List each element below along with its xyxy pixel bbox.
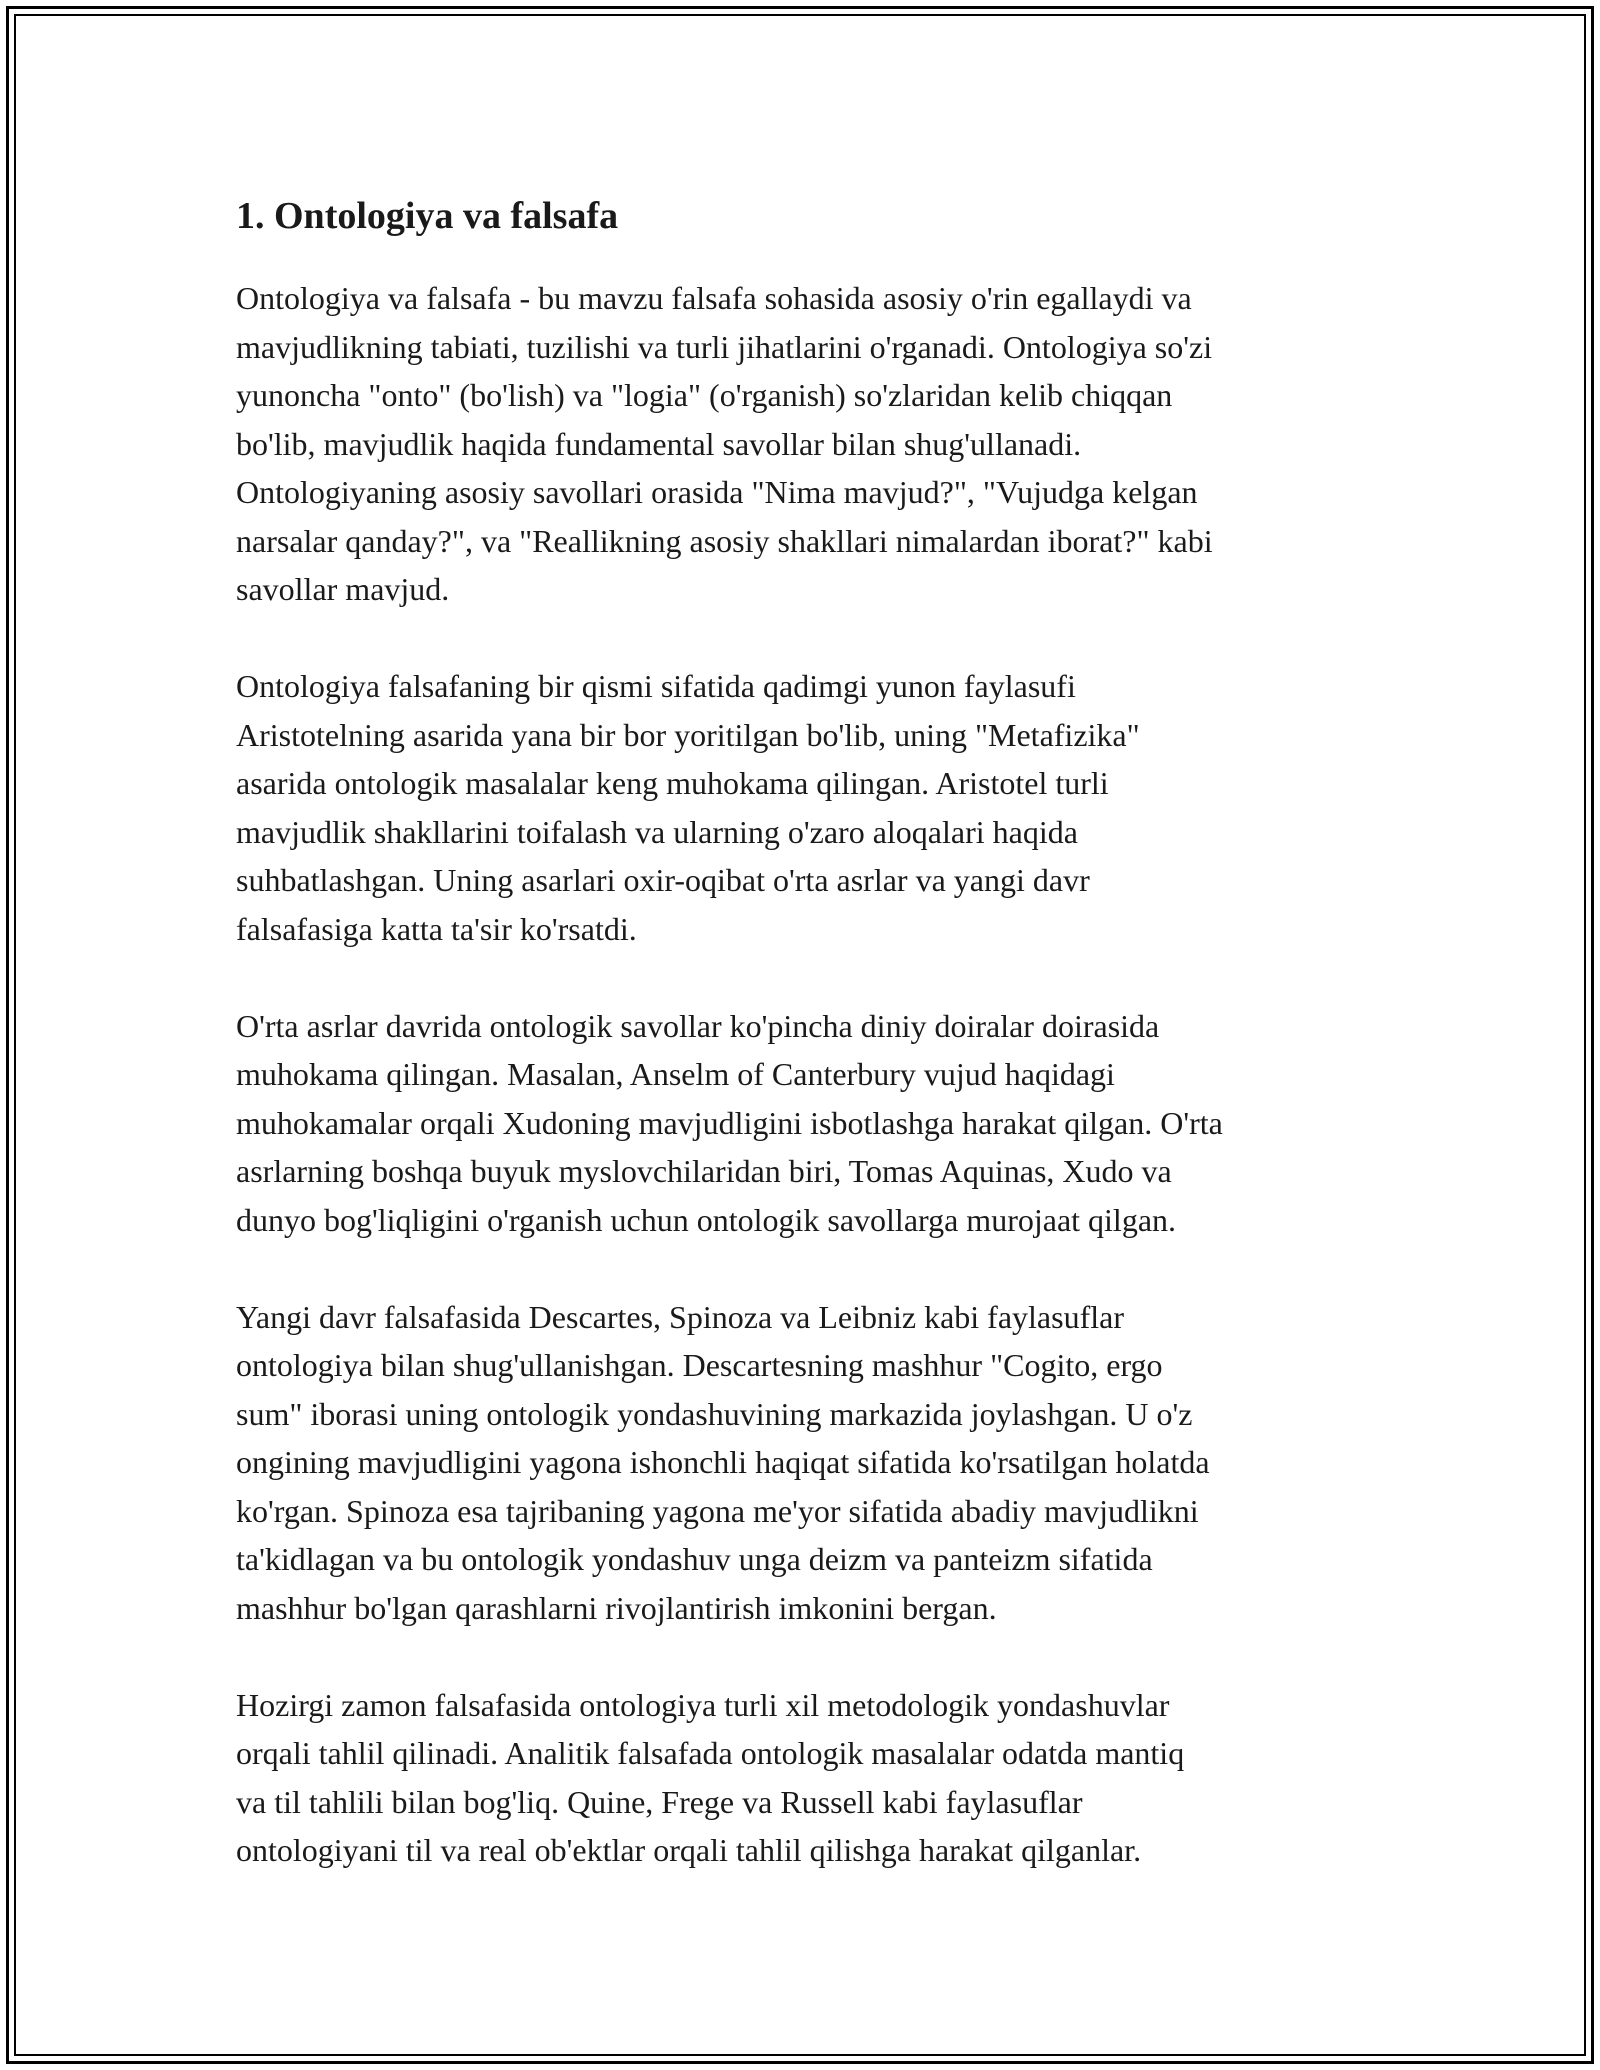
text-line: ta'kidlagan va bu ontologik yondashuv unga deizm va panteizm sifatida <box>236 1541 1153 1577</box>
text-line: mavjudlikning tabiati, tuzilishi va turli jihatlarini o'rganadi. Ontologiya so'zi <box>236 328 1213 365</box>
paragraph-5 <box>236 1681 1376 1875</box>
text-line: yunoncha "onto" (bo'lish) va "logia" (o'rganish) so'zlaridan kelib chiqqan <box>236 377 1173 413</box>
text-line: falsafasiga katta ta'sir ko'rsatdi. <box>236 910 637 947</box>
text-line: Ontologiya va falsafa - bu mavzu falsafa sohasida asosiy o'rin egallaydi va <box>236 280 1192 316</box>
document-body <box>236 182 1376 1875</box>
text-line: orqali tahlil qilinadi. Analitik falsafada ontologik masalalar odatda mantiq <box>236 1735 1185 1771</box>
text-line: sum" iborasi uning ontologik yondashuvining markazida joylashgan. U o'z <box>236 1395 1193 1432</box>
text-line: O'rta asrlar davrida ontologik savollar ko'pincha diniy doiralar doirasida <box>236 1007 1160 1044</box>
text-line: dunyo bog'liqligini o'rganish uchun ontologik savollarga murojaat qilgan. <box>236 1201 1177 1238</box>
text-line: Ontologiyaning asosiy savollari orasida "Nima mavjud?", "Vujudga kelgan <box>236 474 1198 510</box>
paragraph-4 <box>236 1293 1376 1633</box>
text-line: asarida ontologik masalalar keng muhokama qilingan. Aristotel turli <box>236 765 1109 801</box>
text-line: narsalar qanday?", va "Reallikning asosiy shakllari nimalardan iborat?" kabi <box>236 522 1213 559</box>
text-line: Ontologiya falsafaning bir qismi sifatida qadimgi yunon faylasufi <box>236 668 1076 704</box>
text-line: ongining mavjudligini yagona ishonchli haqiqat sifatida ko'rsatilgan holatda <box>236 1444 1210 1480</box>
text-line: muhokama qilingan. Masalan, Anselm of Canterbury vujud haqidagi <box>236 1056 1115 1092</box>
section-heading: 1. Ontologiya va falsafa <box>236 195 619 237</box>
text-line: mavjudlik shakllarini toifalash va ularning o'zaro aloqalari haqida <box>236 813 1078 850</box>
text-line: Aristotelning asarida yana bir bor yoritilgan bo'lib, uning "Metafizika" <box>236 716 1140 753</box>
paragraph-3 <box>236 1002 1376 1245</box>
text-line: bo'lib, mavjudlik haqida fundamental savollar bilan shug'ullanadi. <box>236 425 1082 462</box>
text-line: Hozirgi zamon falsafasida ontologiya turli xil metodologik yondashuvlar <box>236 1686 1170 1723</box>
text-line: Yangi davr falsafasida Descartes, Spinoza va Leibniz kabi faylasuflar <box>236 1298 1124 1335</box>
paragraph-2 <box>236 662 1376 953</box>
paragraph-1 <box>236 274 1376 614</box>
text-line: ko'rgan. Spinoza esa tajribaning yagona me'yor sifatida abadiy mavjudlikni <box>236 1492 1199 1529</box>
text-line: muhokamalar orqali Xudoning mavjudligini isbotlashga harakat qilgan. O'rta <box>236 1104 1223 1141</box>
text-line: va til tahlili bilan bog'liq. Quine, Frege va Russell kabi faylasuflar <box>236 1783 1083 1820</box>
text-line: ontologiyani til va real ob'ektlar orqali tahlil qilishga harakat qilganlar. <box>236 1832 1142 1868</box>
text-line: savollar mavjud. <box>236 571 450 607</box>
text-line: asrlarning boshqa buyuk myslovchilaridan biri, Tomas Aquinas, Xudo va <box>236 1153 1172 1189</box>
text-line: ontologiya bilan shug'ullanishgan. Descartesning mashhur "Cogito, ergo <box>236 1347 1163 1383</box>
text-line: suhbatlashgan. Uning asarlari oxir-oqibat o'rta asrlar va yangi davr <box>236 862 1090 898</box>
text-line: mashhur bo'lgan qarashlarni rivojlantirish imkonini bergan. <box>236 1589 997 1626</box>
